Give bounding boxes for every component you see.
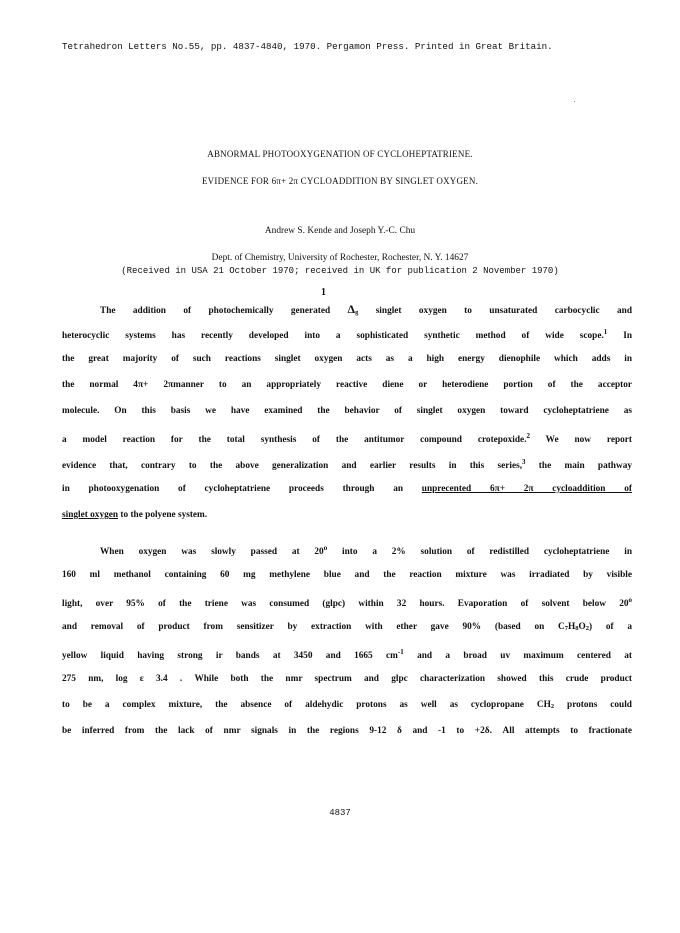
delta-superscript: 1	[321, 287, 326, 298]
body-line: evidence that, contrary to the above generalization and earlier results in this series,$^3$ the main pathway	[62, 458, 632, 471]
body-line: The addition of photochemically generated $\Delta_g$ singlet oxygen to unsaturated carbocyclic and	[100, 302, 632, 316]
body-line: the normal 4π+ 2πmanner to an appropriately reactive diene or heterodiene portion of the acceptor	[62, 380, 632, 390]
reference-mark: 3	[522, 458, 526, 466]
reference-mark: 1	[603, 328, 608, 336]
article-title-line-1: ABNORMAL PHOTOOXYGENATION OF CYCLOHEPTATRIENE.	[207, 149, 473, 159]
body-line: light, over 95% of the triene was consumed (glpc) within 32 hours. Evaporation of solvent below 20$^o$	[62, 596, 632, 609]
article-title-line-2: EVIDENCE FOR 6π+ 2π CYCLOADDITION BY SINGLET OXYGEN.	[201, 176, 479, 186]
delta-symbol: Δ	[347, 302, 356, 316]
body-line: singlet oxygen to the polyene system.	[62, 510, 208, 520]
body-line: the great majority of such reactions singlet oxygen acts as a high energy dienophile which adds in	[62, 354, 632, 364]
underlined-phrase: unprecented 6π+ 2π cycloaddition of	[421, 484, 632, 494]
body-line: to be a complex mixture, the absence of aldehydic protons as well as cyclopropane $CH_2$ protons could	[62, 700, 632, 710]
body-line: yellow liquid having strong ir bands at 3450 and 1665 $cm^{-1}$ and a broad uv maximum centered at	[62, 648, 632, 661]
body-line: heterocyclic systems has recently developed into a sophisticated synthetic method of wide scope.$^1$ In	[62, 328, 632, 341]
reference-mark: 2	[526, 432, 530, 440]
body-line: and removal of product from sensitizer by extraction with ether gave 90% (based on $C_7H_8O_2$) of a	[62, 622, 632, 632]
underlined-phrase: singlet oxygen	[62, 510, 119, 520]
body-line: When oxygen was slowly passed at 20$^o$ into a 2% solution of redistilled cycloheptatriene in	[100, 544, 632, 557]
page-number: 4837	[329, 808, 351, 818]
body-line: a model reaction for the total synthesis of the antitumor compound crotepoxide.$^2$ We now report	[62, 432, 632, 445]
body-line: be inferred from the lack of nmr signals in the regions 9-12 δ and -1 to +2δ. All attempts to fractionate	[62, 726, 632, 736]
journal-header: Tetrahedron Letters No.55, pp. 4837-4840, 1970. Pergamon Press. Printed in Great Britain.	[62, 41, 553, 52]
scan-speck	[574, 101, 575, 102]
body-line: in photooxygenation of cycloheptatriene proceeds through an unprecented 6π+ 2π cycloaddition of	[62, 484, 632, 494]
author-names: Andrew S. Kende and Joseph Y.-C. Chu	[264, 226, 416, 236]
body-line: molecule. On this basis we have examined the behavior of singlet oxygen toward cycloheptatriene as	[62, 406, 632, 416]
author-affiliation: Dept. of Chemistry, University of Rochester, Rochester, N. Y. 14627	[211, 253, 469, 263]
body-line: 275 nm, log ε 3.4 . While both the nmr spectrum and glpc characterization showed this crude product	[62, 674, 632, 684]
received-dates: (Received in USA 21 October 1970; received in UK for publication 2 November 1970)	[121, 266, 559, 276]
body-line: 160 ml methanol containing 60 mg methylene blue and the reaction mixture was irradiated by visible	[62, 570, 632, 580]
